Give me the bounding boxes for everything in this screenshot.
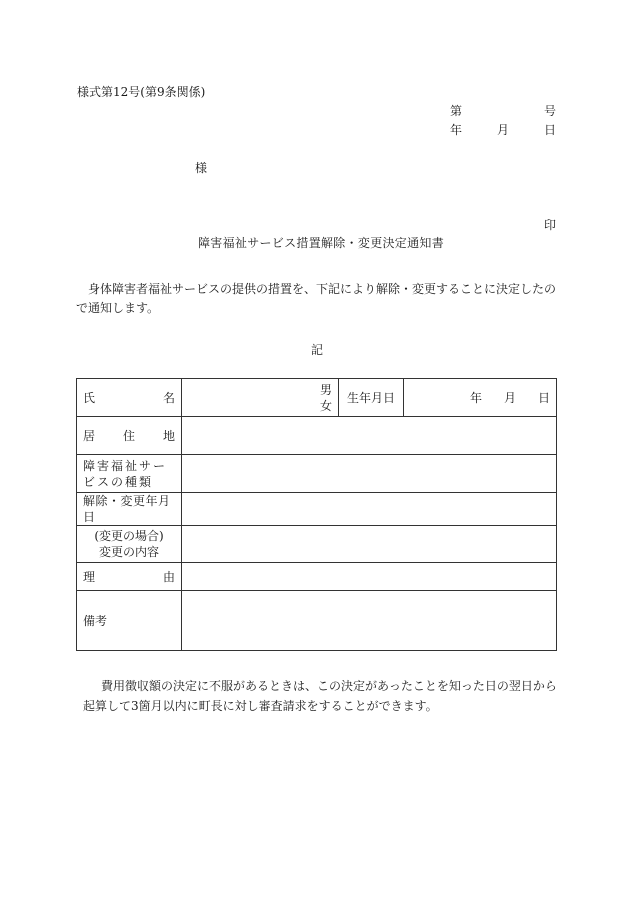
change-case-label: (変更の場合) — [94, 529, 164, 543]
change-field[interactable] — [182, 526, 557, 563]
document-number-suffix: 号 — [544, 104, 557, 118]
issue-date-month: 月 — [497, 123, 510, 137]
address-label-1: 居 — [83, 428, 96, 443]
reason-row — [77, 563, 557, 591]
name-label-cell — [77, 379, 182, 417]
address-label-2: 住 — [122, 428, 135, 443]
address-row — [77, 417, 557, 455]
change-content-label: 変更の内容 — [98, 545, 159, 559]
address-field[interactable] — [182, 417, 557, 455]
change-label-cell — [77, 526, 182, 563]
document-title: 障害福祉サービス措置解除・変更決定通知書 — [198, 236, 445, 250]
name-row — [77, 379, 557, 417]
form-number: 様式第12号(第9条関係) — [77, 85, 206, 99]
birth-month: 月 — [503, 390, 516, 405]
date-label: 解除・変更年月日 — [77, 493, 182, 526]
ki-heading: 記 — [311, 343, 324, 357]
service-field[interactable] — [182, 455, 557, 493]
address-label-3: 地 — [162, 428, 175, 443]
service-row — [77, 455, 557, 493]
document-number-prefix: 第 — [450, 104, 463, 118]
date-field[interactable] — [182, 493, 557, 526]
notes-label: 備考 — [77, 591, 182, 651]
reason-field[interactable] — [182, 563, 557, 591]
sex-male: 男 — [319, 382, 332, 397]
name-sex-cell[interactable] — [182, 379, 339, 417]
date-row — [77, 493, 557, 526]
birth-date-label: 生年月日 — [339, 379, 404, 417]
sex-female: 女 — [319, 398, 332, 413]
body-text: 身体障害者福祉サービスの提供の措置を、下記により解除・変更することに決定したので通知します。 — [76, 282, 557, 315]
birth-year: 年 — [470, 390, 483, 405]
name-label-1: 氏 — [83, 390, 96, 405]
seal-mark: 印 — [544, 218, 557, 232]
reason-label-cell — [77, 563, 182, 591]
reason-label-1: 理 — [83, 569, 96, 584]
notes-field[interactable] — [182, 591, 557, 651]
addressee-suffix: 様 — [195, 161, 208, 175]
birth-date-field[interactable] — [404, 379, 557, 417]
notes-row — [77, 591, 557, 651]
name-label-2: 名 — [162, 390, 175, 405]
issue-date-year: 年 — [450, 123, 463, 137]
change-row — [77, 526, 557, 563]
reason-label-2: 由 — [162, 569, 175, 584]
birth-day: 日 — [537, 390, 550, 405]
notice-form-table — [76, 378, 557, 651]
appeal-note: 費用徴収額の決定に不服があるときは、この決定があったことを知った日の翌日から起算して3箇月以内に町長に対し審査請求をすることができます。 — [83, 679, 557, 713]
issue-date-day: 日 — [544, 123, 557, 137]
address-label-cell — [77, 417, 182, 455]
service-label: 障害福祉サービスの種類 — [77, 455, 182, 493]
